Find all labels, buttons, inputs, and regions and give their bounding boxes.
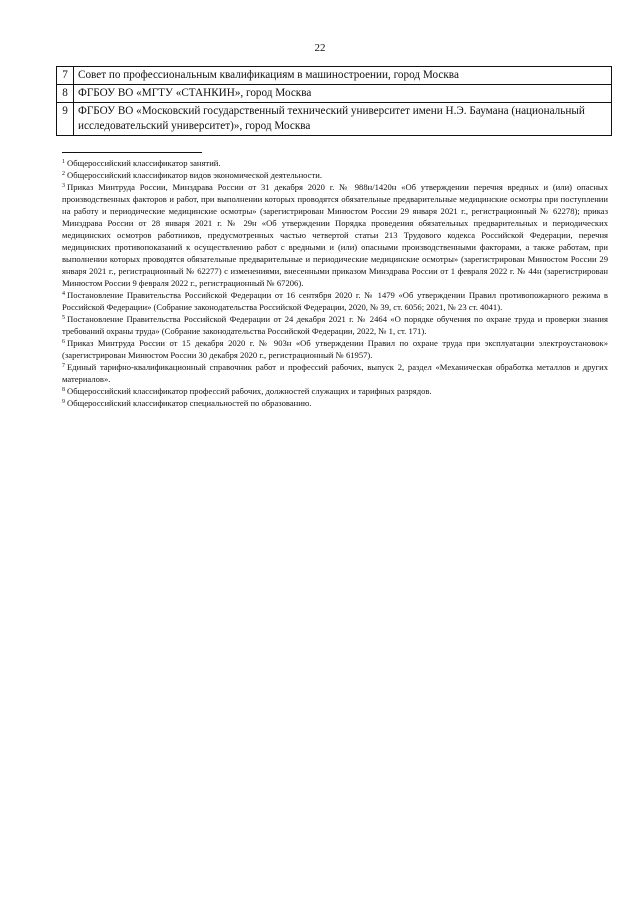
footnote-mark: 1 — [62, 159, 65, 165]
footnote-mark: 5 — [62, 315, 65, 321]
row-text: ФГБОУ ВО «МГТУ «СТАНКИН», город Москва — [74, 85, 612, 103]
row-number: 9 — [57, 103, 74, 136]
footnote — [62, 169, 608, 181]
footnote-mark: 6 — [62, 339, 65, 345]
footnote — [62, 313, 608, 337]
table-row — [57, 85, 612, 103]
footnotes — [62, 157, 608, 409]
footnote — [62, 337, 608, 361]
footnote-text: Постановление Правительства Российской Федерации от 24 декабря 2021 г. № 2464 «О порядке обучения по охране труда и проверки знания требований охраны труда» (Собрание законодательства Российской Федерации, 2022, № 1, ст. 171). — [62, 314, 608, 336]
footnote-mark: 8 — [62, 387, 65, 393]
row-number: 8 — [57, 85, 74, 103]
footnote-mark: 2 — [62, 171, 65, 177]
footnote-text: Приказ Минтруда России от 15 декабря 2020 г. № 903н «Об утверждении Правил по охране труда при эксплуатации электроустановок» (зарегистрирован Минюстом России 30 декабря 2020 г., регистрационный № 61957). — [62, 338, 608, 360]
footnote-text: Общероссийский классификатор профессий рабочих, должностей служащих и тарифных разрядов. — [67, 386, 432, 396]
table-row — [57, 103, 612, 136]
page-number: 22 — [314, 42, 326, 54]
footnote-mark: 4 — [62, 291, 65, 297]
footnote-text: Постановление Правительства Российской Федерации от 16 сентября 2020 г. № 1479 «Об утверждении Правил противопожарного режима в Российской Федерации» (Собрание законодательства Российской Федерации, 2020, № 39, ст. 6056; 2021, № 23 ст. 4041). — [62, 290, 608, 312]
row-number: 7 — [57, 67, 74, 85]
footnote — [62, 397, 608, 409]
footnote-text: Единый тарифно-квалификационный справочник работ и профессий рабочих, выпуск 2, раздел «Механическая обработка металлов и других материалов». — [62, 362, 608, 384]
footnote — [62, 361, 608, 385]
footnote — [62, 157, 608, 169]
footnote — [62, 181, 608, 289]
footnote-text: Общероссийский классификатор занятий. — [67, 158, 221, 168]
footnote — [62, 385, 608, 397]
organizations-table — [56, 66, 612, 136]
row-text: ФГБОУ ВО «Московский государственный технический университет имени Н.Э. Баумана (национальный исследовательский университет)», город Москва — [74, 103, 612, 136]
row-text: Совет по профессиональным квалификациям в машиностроении, город Москва — [74, 67, 612, 85]
footnote-text: Общероссийский классификатор специальностей по образованию. — [67, 398, 312, 408]
footnote-mark: 3 — [62, 183, 65, 189]
table-row — [57, 67, 612, 85]
footnote — [62, 289, 608, 313]
footnote-text: Общероссийский классификатор видов экономической деятельности. — [67, 170, 322, 180]
footnote-mark: 7 — [62, 363, 65, 369]
footnote-text: Приказ Минтруда России, Минздрава России от 31 декабря 2020 г. № 988н/1420н «Об утверждении перечня вредных и (или) опасных производственных факторов и работ, при выполнении которых проводятся обязательные предварительные медицинские осмотры при поступлении на работу и периодические медицинские осмотры» (зарегистрирован Минюстом России 29 января 2021 г., регистрационный № 62278); приказ Минздрава России от 28 января 2021 г. № 29н «Об утверждении Порядка проведения обязательных предварительных и периодических медицинских осмотров работников, предусмотренных частью четвертой статьи 213 Трудового кодекса Российской Федерации, перечня медицинских противопоказаний к осуществлению работ с вредными и (или) опасными производственными факторами, а также работам, при выполнении которых проводятся обязательные предварительные и периодические медицинские осмотры» (зарегистрирован Минюстом России 29 января 2021 г., регистрационный № 62277) с изменениями, внесенными приказом Минздрава России от 1 февраля 2022 г. № 44н (зарегистрирован Минюстом России 9 февраля 2022 г., регистрационный № 67206). — [62, 182, 608, 288]
footnote-separator — [62, 152, 202, 153]
footnote-mark: 9 — [62, 399, 65, 405]
